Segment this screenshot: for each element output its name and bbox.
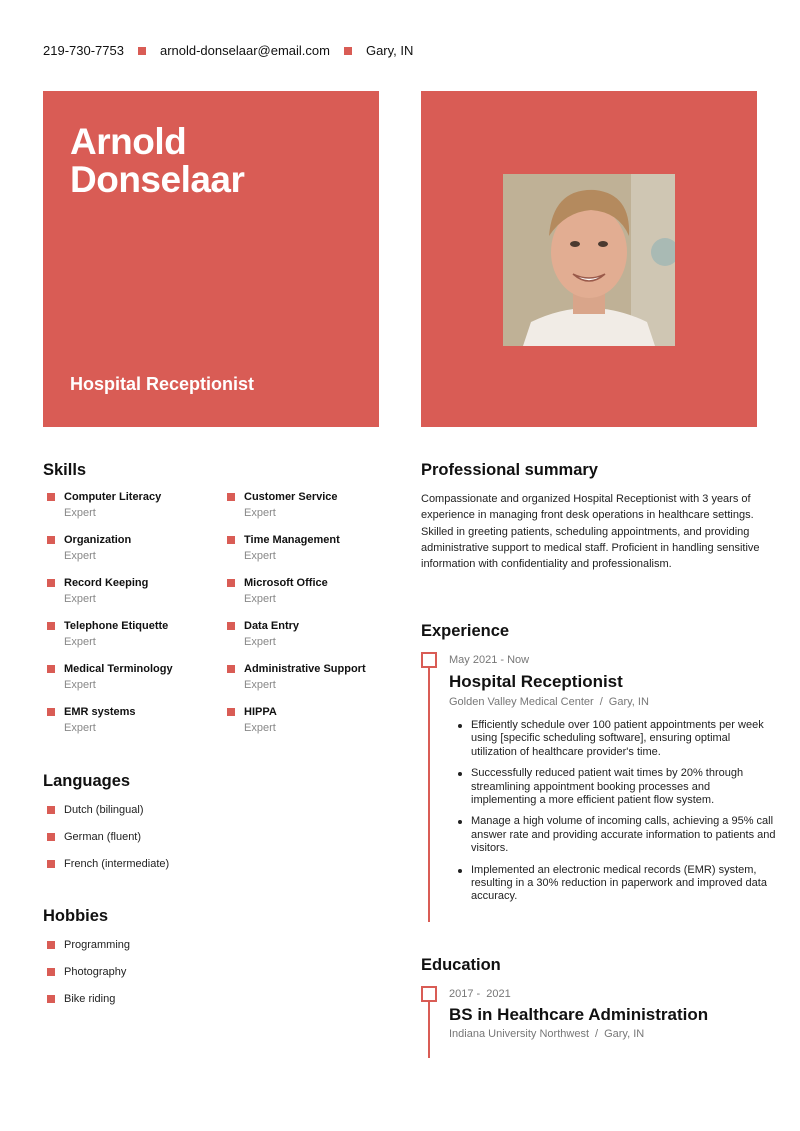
bullet-square bbox=[47, 968, 55, 976]
education-degree: BS in Healthcare Administration bbox=[449, 1005, 709, 1024]
bullet-square bbox=[47, 995, 55, 1003]
skill-name: Administrative Support bbox=[244, 663, 366, 675]
contact-email: arnold-donselaar@email.com bbox=[159, 43, 330, 58]
list-item bbox=[43, 992, 130, 1019]
list-item bbox=[43, 857, 169, 884]
skills-heading: Skills bbox=[43, 461, 87, 479]
education-heading: Education bbox=[421, 956, 501, 974]
skill-level: Expert bbox=[244, 679, 276, 691]
skill-name: HIPPA bbox=[244, 706, 277, 718]
skills-grid bbox=[43, 490, 383, 735]
summary-text: Compassionate and organized Hospital Receptionist with 3 years of experience in managing front desk operations in healthcare settings. Skilled in greeting patients, scheduling appointments, and providing administrative support to medical staff. Proficient in handling sensitive information with confidentiality and professionalism. bbox=[421, 493, 760, 571]
skill-item bbox=[43, 576, 223, 606]
bullet-square bbox=[47, 493, 55, 501]
bullet-square bbox=[227, 622, 235, 630]
timeline-marker bbox=[421, 986, 437, 1002]
skill-item bbox=[43, 490, 223, 520]
language-label: Dutch (bilingual) bbox=[64, 804, 144, 816]
skill-name: Time Management bbox=[244, 534, 340, 546]
skill-name: Medical Terminology bbox=[64, 663, 173, 675]
employer-name: Golden Valley Medical Center bbox=[449, 696, 594, 708]
experience-bullet: Manage a high volume of incoming calls, achieving a 95% call answer rate and providing accurate information to patients and visitors. bbox=[458, 815, 776, 855]
education-dates: 2017 - 2021 bbox=[449, 988, 511, 1000]
profile-photo bbox=[503, 174, 675, 346]
experience-bullet: Implemented an electronic medical records (EMR) system, resulting in a 30% reduction in paperwork and improved data accuracy. bbox=[458, 864, 776, 904]
skill-item bbox=[43, 533, 223, 563]
list-item bbox=[43, 830, 169, 857]
skill-item bbox=[223, 533, 383, 563]
skill-level: Expert bbox=[64, 722, 96, 734]
education-school bbox=[449, 1028, 644, 1040]
hobby-label: Photography bbox=[64, 966, 127, 978]
list-item bbox=[43, 938, 130, 965]
contact-location: Gary, IN bbox=[365, 43, 414, 58]
skill-name: Microsoft Office bbox=[244, 577, 328, 589]
skill-level: Expert bbox=[244, 507, 276, 519]
skill-item bbox=[43, 662, 223, 692]
hobby-label: Bike riding bbox=[64, 993, 116, 1005]
skill-name: Customer Service bbox=[244, 491, 338, 503]
bullet-square bbox=[227, 708, 235, 716]
skill-item bbox=[223, 490, 383, 520]
experience-title: Hospital Receptionist bbox=[449, 672, 623, 691]
contact-bar bbox=[43, 43, 413, 58]
bullet-square bbox=[47, 806, 55, 814]
bullet-square bbox=[47, 833, 55, 841]
candidate-name bbox=[70, 123, 244, 199]
list-item bbox=[43, 965, 130, 992]
language-label: German (fluent) bbox=[64, 831, 142, 843]
separator-square bbox=[344, 47, 352, 55]
skill-level: Expert bbox=[244, 593, 276, 605]
last-name: Donselaar bbox=[70, 159, 245, 200]
hobbies-list bbox=[43, 938, 130, 1019]
skill-item bbox=[223, 619, 383, 649]
skill-item bbox=[43, 619, 223, 649]
skill-level: Expert bbox=[64, 636, 96, 648]
experience-bullets bbox=[458, 719, 776, 912]
skill-name: Computer Literacy bbox=[64, 491, 162, 503]
summary-heading: Professional summary bbox=[421, 461, 598, 479]
bullet-square bbox=[227, 579, 235, 587]
photo-panel bbox=[421, 91, 757, 427]
timeline-line bbox=[428, 994, 430, 1058]
languages-heading: Languages bbox=[43, 772, 131, 790]
timeline-marker bbox=[421, 652, 437, 668]
skill-level: Expert bbox=[244, 550, 276, 562]
list-item bbox=[43, 803, 169, 830]
experience-bullet: Successfully reduced patient wait times by 20% through streamlining appointment booking processes and implementing a more efficient patient flow system. bbox=[458, 767, 776, 807]
bullet-square bbox=[227, 493, 235, 501]
separator-square bbox=[138, 47, 146, 55]
bullet-square bbox=[47, 708, 55, 716]
bullet-square bbox=[47, 665, 55, 673]
bullet-square bbox=[47, 536, 55, 544]
skill-name: Data Entry bbox=[244, 620, 300, 632]
skill-level: Expert bbox=[64, 550, 96, 562]
skill-level: Expert bbox=[244, 722, 276, 734]
timeline-line bbox=[428, 660, 430, 922]
experience-dates: May 2021 - Now bbox=[449, 654, 530, 666]
bullet-square bbox=[47, 941, 55, 949]
skill-name: Telephone Etiquette bbox=[64, 620, 169, 632]
skill-name: Organization bbox=[64, 534, 132, 546]
skill-item bbox=[223, 705, 383, 735]
skill-level: Expert bbox=[244, 636, 276, 648]
experience-heading: Experience bbox=[421, 622, 510, 640]
experience-bullet: Efficiently schedule over 100 patient appointments per week using [specific scheduling software], ensuring optimal utilization of healthcare provider's time. bbox=[458, 719, 776, 759]
contact-phone: 219-730-7753 bbox=[43, 43, 124, 58]
skill-name: EMR systems bbox=[64, 706, 136, 718]
skill-item bbox=[223, 662, 383, 692]
slash-separator: / bbox=[599, 696, 603, 708]
experience-employer bbox=[449, 696, 649, 708]
skill-level: Expert bbox=[64, 679, 96, 691]
language-label: French (intermediate) bbox=[64, 858, 170, 870]
skill-level: Expert bbox=[64, 507, 96, 519]
school-name: Indiana University Northwest bbox=[449, 1028, 590, 1040]
bullet-square bbox=[227, 536, 235, 544]
skill-item bbox=[43, 705, 223, 735]
languages-list bbox=[43, 803, 169, 884]
hobbies-heading: Hobbies bbox=[43, 907, 109, 925]
candidate-role: Hospital Receptionist bbox=[70, 374, 255, 394]
skill-level: Expert bbox=[64, 593, 96, 605]
bullet-square bbox=[47, 860, 55, 868]
bullet-square bbox=[47, 622, 55, 630]
bullet-square bbox=[47, 579, 55, 587]
school-location: Gary, IN bbox=[604, 1028, 645, 1040]
skill-name: Record Keeping bbox=[64, 577, 149, 589]
hobby-label: Programming bbox=[64, 939, 131, 951]
bullet-square bbox=[227, 665, 235, 673]
name-panel bbox=[43, 91, 379, 427]
first-name: Arnold bbox=[70, 121, 187, 162]
skill-item bbox=[223, 576, 383, 606]
employer-location: Gary, IN bbox=[608, 696, 649, 708]
slash-separator: / bbox=[595, 1028, 599, 1040]
